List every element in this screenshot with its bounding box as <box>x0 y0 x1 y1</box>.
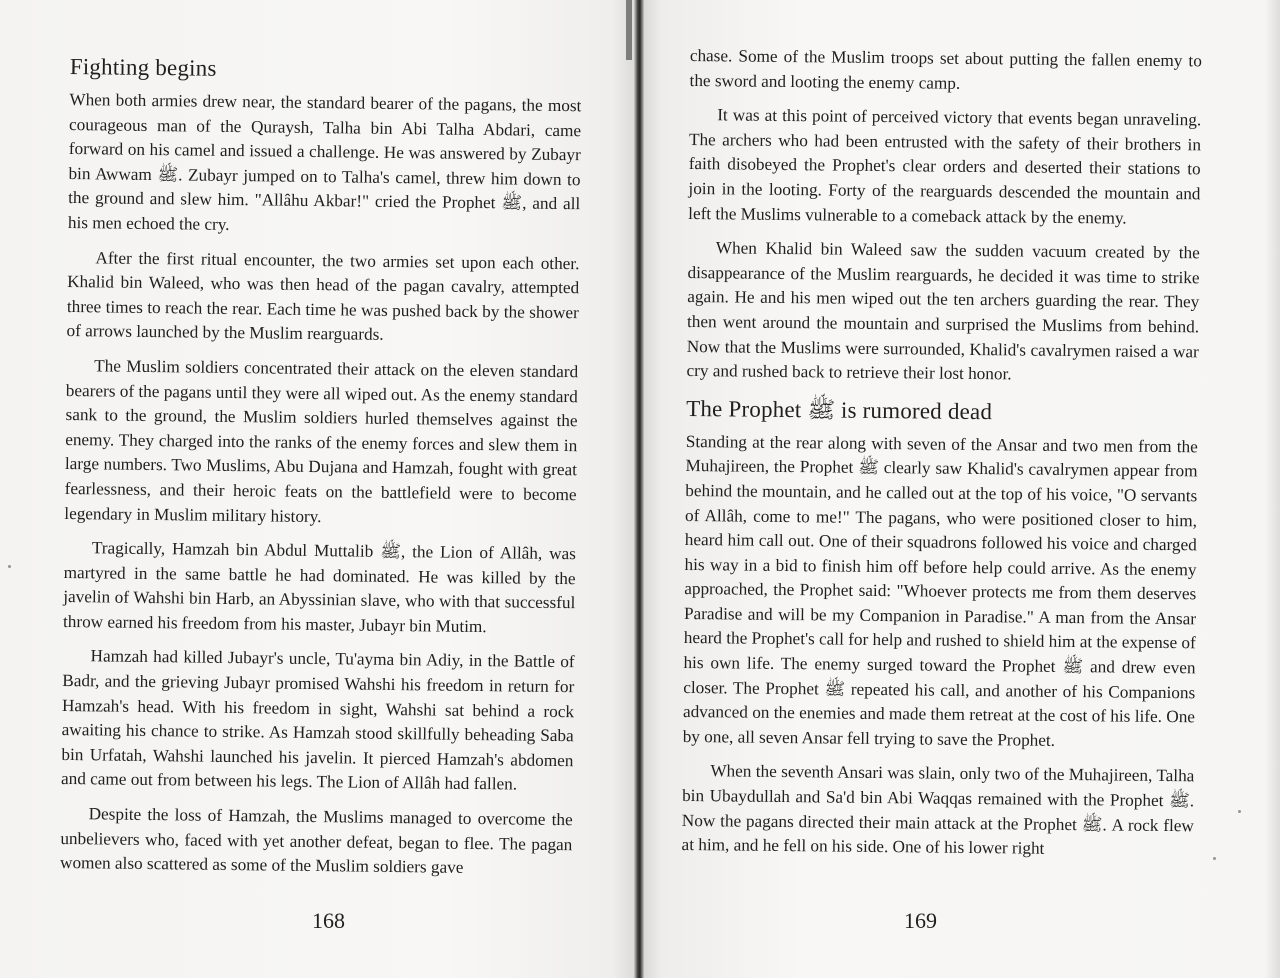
paragraph: Tragically, Hamzah bin Abdul Muttalib ﷺ, the Lion of Allâh, was martyred in the same battle he had dominated. He was killed by the javelin of Wahshi bin Harb, an Abyssinian slave, who with that successful throw earned his freedom from his master, Jubayr bin Mutim. <box>62 538 577 637</box>
scan-speck <box>8 565 11 568</box>
scan-speck <box>1213 857 1216 860</box>
paragraph: The Muslim soldiers concentrated their attack on the eleven standard bearers of the pagans until they were all wiped out. As the enemy standard sank to the ground, the Muslim soldiers hurled themselves against the enemy. They charged into the ranks of the enemy forces and slew them in large numbers. Two Muslims, Abu Dujana and Hamzah, fought with great fearlessness, and their heroic feats on the battlefield were to become legendary in Muslim military history. <box>64 356 579 526</box>
paragraph: Hamzah had killed Jubayr's uncle, Tu'ayma bin Adiy, in the Battle of Badr, and the grieving Jubayr promised Wahshi his freedom in return for Hamzah's head. With his freedom in sight, Wahshi sat behind a rock awaiting his chance to strike. As Hamzah stood skillfully beheading Saba bin Urfatah, Wahshi launched his javelin. It pierced Hamzah's abdomen and came out from between his legs. The Lion of Allâh had fallen. <box>61 646 575 794</box>
paragraph: Standing at the rear along with seven of the Ansar and two men from the Muhajireen, the Prophet ﷺ clearly saw Khalid's cavalrymen appear from behind the mountain, and he called out at the top of his voice, "O servants of Allâh, come to me!" The pagans, who were positioned closer to him, heard him call out. One of their squadrons followed his voice and charged his way in a bid to finish him off before help could arrive. As the enemy approached, the Prophet said: "Whoever protects me from them deserves Paradise and will be my Companion in Paradise." A man from the Ansar heard the Prophet's call for help and rushed to shield him at the expense of his own life. The enemy surged toward the Prophet ﷺ and drew even closer. The Prophet ﷺ repeated his call, and another of his Companions advanced on the enemies and made them retreat at the cost of his life. One by one, all seven Ansar fell trying to save the Prophet. <box>682 431 1198 750</box>
left-page <box>0 0 638 978</box>
paragraph: When the seventh Ansari was slain, only two of the Muhajireen, Talha bin Ubaydullah and Sa'd bin Abi Waqqas remained with the Prophet ﷺ. Now the pagans directed their main attack at the Prophet ﷺ. A rock flew at him, and he fell on his side. One of his lower right <box>681 761 1195 858</box>
paragraph: It was at this point of perceived victory that events began unraveling. The archers who had been entrusted with the safety of their brothers in faith disobeyed the Prophet's clear orders and deserted their stations to join in the looting. Forty of the rearguards descended the mountain and left the Muslims vulnerable to a comeback attack by the enemy. <box>688 105 1202 228</box>
page-number-right: 169 <box>904 908 937 933</box>
section-heading-fighting-begins: Fighting begins <box>69 53 217 81</box>
scan-speck <box>1238 810 1241 813</box>
gutter-shadow <box>626 0 632 60</box>
right-page <box>642 0 1280 978</box>
right-page-text <box>681 44 1202 873</box>
paragraph: When both armies drew near, the standard bearer of the pagans, the most courageous man of the Quraysh, Talha bin Abi Talha Abdari, came forward on his camel and issued a challenge. He was answered by Zubayr bin Awwam ﷺ. Zubayr jumped on to Talha's camel, threw him down to the ground and slew him. "Allâhu Akbar!" cried the Prophet ﷺ, and all his men echoed the cry. <box>67 89 582 234</box>
page-edge <box>1266 0 1280 978</box>
left-page-text <box>60 52 582 892</box>
section-heading-prophet-rumored-dead: The Prophet ﷺ is rumored dead <box>686 395 993 424</box>
book-gutter <box>634 0 644 978</box>
paragraph: When Khalid bin Waleed saw the sudden vacuum created by the disappearance of the Muslim rearguards, he decided it was time to strike again. He and his men wiped out the ten archers guarding the rear. They then went around the mountain and surprised the Muslims from behind. Now that the Muslims were surrounded, Khalid's cavalrymen raised a war cry and rushed back to retrieve their lost honor. <box>686 238 1200 384</box>
paragraph: Despite the loss of Hamzah, the Muslims managed to overcome the unbelievers who, faced with yet another defeat, began to flee. The pagan women also scattered as some of the Muslim soldiers gave <box>59 804 573 878</box>
page-number-left: 168 <box>312 908 345 933</box>
paragraph: After the first ritual encounter, the two armies set upon each other. Khalid bin Waleed, who was then head of the pagan cavalry, attempted three times to reach the rear. Each time he was pushed back by the shower of arrows launched by the Muslim rearguards. <box>66 247 580 345</box>
paragraph: chase. Some of the Muslim troops set about putting the fallen enemy to the sword and looting the enemy camp. <box>689 45 1202 93</box>
